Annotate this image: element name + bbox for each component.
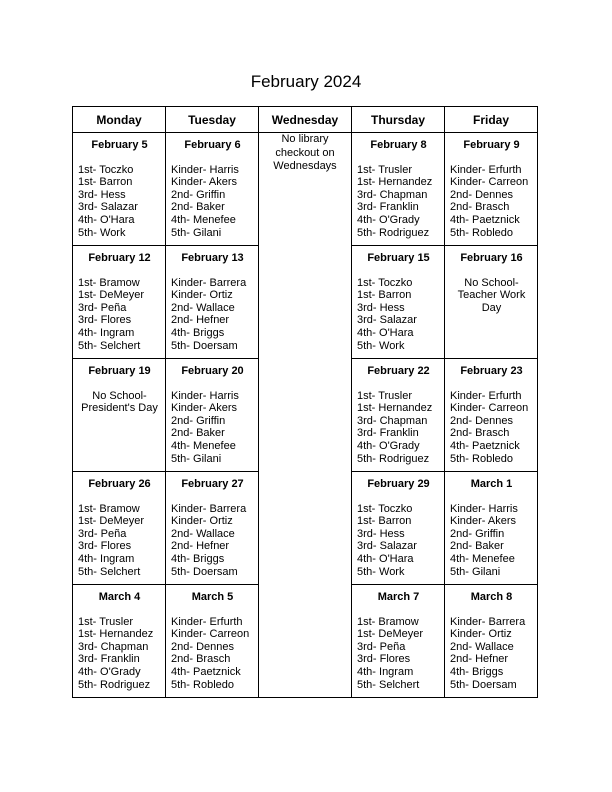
day-cell-tuesday <box>166 472 259 585</box>
day-date: February 8 <box>370 139 427 151</box>
day-date: February 16 <box>460 252 523 264</box>
day-date: March 7 <box>377 591 420 603</box>
class-entry: 5th- Rodriguez <box>357 226 430 239</box>
wednesday-note-line: checkout on <box>275 146 335 159</box>
day-cell-content <box>73 133 165 239</box>
class-entry: Kinder- Ortiz <box>171 289 233 302</box>
day-cell-content <box>352 133 444 239</box>
class-entry: 5th- Rodriguez <box>78 678 151 691</box>
class-entry: 5th- Selchert <box>78 565 141 578</box>
day-cell-content <box>73 472 165 578</box>
class-entry: Kinder- Erfurth <box>450 163 522 176</box>
class-entry: 5th- Gilani <box>171 452 222 465</box>
class-list <box>171 503 254 579</box>
day-cell-content <box>352 359 444 465</box>
class-entry: 3rd- Flores <box>78 540 132 553</box>
calendar-body <box>73 133 538 698</box>
day-date: February 13 <box>181 252 244 264</box>
class-entry: 2nd- Hefner <box>171 314 230 327</box>
class-entry: 5th- Robledo <box>171 678 234 691</box>
class-entry: 1st- Hernandez <box>357 176 433 189</box>
day-cell-monday <box>73 359 166 472</box>
header-wednesday: Wednesday <box>259 107 352 133</box>
day-cell-content <box>352 246 444 352</box>
class-list <box>357 616 440 692</box>
day-date: February 5 <box>91 139 148 151</box>
day-cell-content <box>445 472 537 578</box>
day-date: February 22 <box>367 365 430 377</box>
class-entry: Kinder- Carreon <box>171 628 250 641</box>
class-entry: 1st- Hernandez <box>357 402 433 415</box>
day-cell-content <box>352 472 444 578</box>
class-entry: 1st- Toczko <box>357 502 413 515</box>
day-date: March 4 <box>98 591 141 603</box>
class-entry: 5th- Doersam <box>171 565 238 578</box>
class-entry: 3rd- Franklin <box>357 201 419 214</box>
class-entry: Kinder- Ortiz <box>450 628 512 641</box>
class-entry: 4th- O'Grady <box>357 439 420 452</box>
class-entry: 1st- Bramow <box>78 276 140 289</box>
class-list <box>78 277 161 353</box>
day-date: February 6 <box>184 139 241 151</box>
class-entry: 3rd- Hess <box>357 301 405 314</box>
class-entry: 3rd- Franklin <box>78 653 140 666</box>
class-entry: Kinder- Barrera <box>171 502 247 515</box>
class-entry: 4th- Ingram <box>78 552 135 565</box>
day-cell-content <box>445 359 537 465</box>
day-cell-content <box>445 585 537 691</box>
class-entry: 3rd- Flores <box>78 314 132 327</box>
class-entry: 4th- Paetznick <box>450 439 520 452</box>
class-entry: 2nd- Brasch <box>450 201 510 214</box>
class-entry: 3rd- Peña <box>357 640 406 653</box>
day-cell-friday <box>445 133 538 246</box>
class-entry: 2nd- Baker <box>171 427 225 440</box>
class-entry: 5th- Gilani <box>171 226 222 239</box>
week-row <box>73 133 538 246</box>
day-cell-content <box>73 246 165 352</box>
class-entry: 2nd- Wallace <box>450 640 514 653</box>
class-list <box>78 164 161 240</box>
class-entry: 1st- Hernandez <box>78 628 154 641</box>
class-entry: 3rd- Salazar <box>78 201 138 214</box>
class-entry: 1st- Barron <box>78 176 133 189</box>
class-entry: 4th- Paetznick <box>171 665 241 678</box>
header-thursday: Thursday <box>352 107 445 133</box>
class-entry: 1st- Trusler <box>357 163 413 176</box>
class-entry: 5th- Work <box>357 339 405 352</box>
class-entry: 2nd- Dennes <box>171 640 234 653</box>
class-entry: 3rd- Salazar <box>357 314 417 327</box>
class-entry: 2nd- Baker <box>450 540 504 553</box>
class-entry: 2nd- Baker <box>171 201 225 214</box>
class-entry: 1st- Barron <box>357 515 412 528</box>
class-entry: 1st- DeMeyer <box>78 289 145 302</box>
class-entry: 3rd- Chapman <box>78 640 149 653</box>
day-date: February 19 <box>88 365 151 377</box>
class-entry: 5th- Robledo <box>450 226 513 239</box>
class-entry: 2nd- Wallace <box>171 301 235 314</box>
no-school-note-line: President's Day <box>81 402 158 415</box>
day-cell-content <box>352 585 444 691</box>
day-cell-monday <box>73 133 166 246</box>
day-cell-content <box>445 246 537 314</box>
class-entry: 3rd- Hess <box>78 188 126 201</box>
class-list <box>171 616 254 692</box>
day-cell-friday <box>445 246 538 359</box>
page-title: February 2024 <box>250 72 362 91</box>
class-entry: 3rd- Franklin <box>357 427 419 440</box>
no-school-note-line: Teacher Work <box>457 289 526 302</box>
class-list <box>357 164 440 240</box>
class-entry: 4th- Briggs <box>171 326 225 339</box>
header-tuesday: Tuesday <box>166 107 259 133</box>
day-date: February 23 <box>460 365 523 377</box>
class-entry: Kinder- Carreon <box>450 402 529 415</box>
day-date: February 9 <box>463 139 520 151</box>
day-cell-tuesday <box>166 585 259 698</box>
class-entry: 4th- Menefee <box>171 439 236 452</box>
class-entry: 4th- O'Hara <box>357 326 414 339</box>
day-cell-friday <box>445 472 538 585</box>
class-list <box>171 277 254 353</box>
class-entry: 5th- Rodriguez <box>357 452 430 465</box>
class-entry: 2nd- Dennes <box>450 414 513 427</box>
class-entry: Kinder- Erfurth <box>171 615 243 628</box>
class-entry: 4th- O'Grady <box>357 213 420 226</box>
day-cell-content <box>73 585 165 691</box>
day-cell-thursday <box>352 133 445 246</box>
class-entry: 2nd- Brasch <box>171 653 231 666</box>
wednesday-note-line: Wednesdays <box>273 160 337 172</box>
day-cell-thursday <box>352 472 445 585</box>
class-entry: 1st- Toczko <box>357 276 413 289</box>
class-list <box>450 390 533 466</box>
class-entry: 3rd- Peña <box>78 527 127 540</box>
class-entry: 4th- Briggs <box>171 552 225 565</box>
class-entry: 1st- Toczko <box>78 163 134 176</box>
day-cell-thursday <box>352 246 445 359</box>
day-cell-thursday <box>352 359 445 472</box>
no-school-note-line: No School- <box>464 276 519 289</box>
day-cell-monday <box>73 246 166 359</box>
header-monday: Monday <box>73 107 166 133</box>
class-entry: Kinder- Harris <box>171 163 239 176</box>
header-friday: Friday <box>445 107 538 133</box>
day-date: March 1 <box>470 478 513 490</box>
class-entry: 4th- O'Hara <box>78 213 135 226</box>
class-entry: Kinder- Barrera <box>450 615 526 628</box>
class-entry: 4th- Ingram <box>357 665 414 678</box>
class-entry: 4th- Ingram <box>78 326 135 339</box>
day-cell-friday <box>445 585 538 698</box>
day-date: February 15 <box>367 252 430 264</box>
class-list <box>171 390 254 466</box>
class-entry: 5th- Selchert <box>78 339 141 352</box>
day-cell-content <box>166 472 258 578</box>
day-cell-friday <box>445 359 538 472</box>
day-cell-tuesday <box>166 133 259 246</box>
class-entry: 1st- Bramow <box>357 615 419 628</box>
class-entry: 4th- O'Hara <box>357 552 414 565</box>
day-date: February 26 <box>88 478 151 490</box>
class-entry: 1st- DeMeyer <box>357 628 424 641</box>
class-entry: 2nd- Wallace <box>171 527 235 540</box>
class-entry: 2nd- Griffin <box>171 414 226 427</box>
class-entry: 5th- Work <box>78 226 126 239</box>
class-entry: Kinder- Akers <box>171 402 238 415</box>
class-entry: 2nd- Dennes <box>450 188 513 201</box>
day-cell-content <box>166 133 258 239</box>
class-entry: 1st- Barron <box>357 289 412 302</box>
day-date: February 12 <box>88 252 151 264</box>
class-entry: 4th- O'Grady <box>78 665 141 678</box>
class-entry: 3rd- Salazar <box>357 540 417 553</box>
day-cell-content <box>73 359 165 415</box>
class-list <box>171 164 254 240</box>
class-entry: 2nd- Brasch <box>450 427 510 440</box>
day-date: March 8 <box>470 591 513 603</box>
class-entry: Kinder- Harris <box>171 389 239 402</box>
class-entry: 2nd- Hefner <box>171 540 230 553</box>
class-entry: 2nd- Hefner <box>450 653 509 666</box>
class-entry: 1st- Trusler <box>78 615 134 628</box>
wednesday-note-line: No library <box>281 133 329 145</box>
class-entry: 5th- Selchert <box>357 678 420 691</box>
no-school-note <box>450 277 533 315</box>
class-entry: 4th- Menefee <box>450 552 515 565</box>
day-cell-tuesday <box>166 359 259 472</box>
class-entry: Kinder- Akers <box>450 515 517 528</box>
class-entry: 1st- Trusler <box>357 389 413 402</box>
day-date: February 29 <box>367 478 430 490</box>
class-entry: Kinder- Akers <box>171 176 238 189</box>
class-entry: Kinder- Ortiz <box>171 515 233 528</box>
class-entry: 5th- Work <box>357 565 405 578</box>
class-entry: 4th- Paetznick <box>450 213 520 226</box>
wednesday-no-checkout-cell <box>259 133 352 698</box>
class-entry: 4th- Menefee <box>171 213 236 226</box>
class-entry: Kinder- Carreon <box>450 176 529 189</box>
class-list <box>357 390 440 466</box>
day-cell-monday <box>73 472 166 585</box>
class-list <box>450 164 533 240</box>
day-cell-tuesday <box>166 246 259 359</box>
library-schedule-table <box>72 106 538 698</box>
class-list <box>450 616 533 692</box>
class-list <box>357 277 440 353</box>
header-row <box>73 107 538 133</box>
class-entry: 3rd- Peña <box>78 301 127 314</box>
class-entry: 5th- Doersam <box>171 339 238 352</box>
class-entry: 3rd- Hess <box>357 527 405 540</box>
class-list <box>78 616 161 692</box>
class-entry: 5th- Doersam <box>450 678 517 691</box>
class-list <box>357 503 440 579</box>
class-list <box>78 503 161 579</box>
class-entry: 5th- Robledo <box>450 452 513 465</box>
no-school-note-line: No School- <box>92 389 147 402</box>
day-cell-content <box>445 133 537 239</box>
day-cell-monday <box>73 585 166 698</box>
class-entry: Kinder- Barrera <box>171 276 247 289</box>
day-date: March 5 <box>191 591 234 603</box>
day-cell-thursday <box>352 585 445 698</box>
no-school-note-line: Day <box>481 301 502 314</box>
no-school-note <box>78 390 161 415</box>
class-entry: 2nd- Griffin <box>171 188 226 201</box>
class-entry: Kinder- Harris <box>450 502 518 515</box>
day-cell-content <box>166 246 258 352</box>
day-date: February 20 <box>181 365 244 377</box>
class-entry: 3rd- Chapman <box>357 188 428 201</box>
day-date: February 27 <box>181 478 244 490</box>
day-cell-content <box>166 585 258 691</box>
class-entry: 4th- Briggs <box>450 665 504 678</box>
class-entry: Kinder- Erfurth <box>450 389 522 402</box>
class-entry: 5th- Gilani <box>450 565 501 578</box>
class-entry: 1st- Bramow <box>78 502 140 515</box>
day-cell-content <box>166 359 258 465</box>
class-list <box>450 503 533 579</box>
class-entry: 3rd- Chapman <box>357 414 428 427</box>
class-entry: 3rd- Flores <box>357 653 411 666</box>
class-entry: 2nd- Griffin <box>450 527 505 540</box>
class-entry: 1st- DeMeyer <box>78 515 145 528</box>
